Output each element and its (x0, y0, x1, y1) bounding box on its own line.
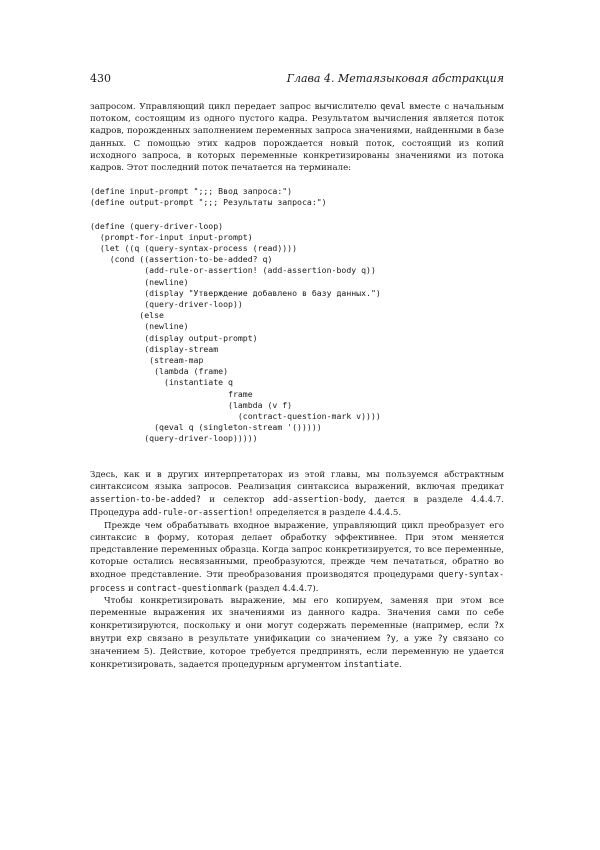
book-page (90, 72, 504, 671)
text-run: внутри (90, 634, 127, 645)
code-line: (query-driver-loop))))) (90, 433, 258, 444)
code-line: (define input-prompt ";;; Ввод запроса:") (90, 186, 293, 197)
text-run: , а уже (395, 634, 438, 645)
code-line: (add-rule-or-assertion! (add-assertion-body q)) (90, 265, 376, 276)
text-run: (раздел 4.4.4.7). (242, 583, 319, 594)
text-run: Чтобы конкретизировать выражение, мы его копируем, заменяя при этом все переменные выражения их значениями из данного кадра. Значения сами по себе конкретизируются, поскольку и они могут содержать переменные (например, если (90, 595, 504, 632)
code-token: add-assertion-body (272, 494, 364, 505)
code-token: qeval (380, 101, 406, 111)
text-run: определяется в разделе 4.4.4.5. (253, 508, 402, 519)
code-line: (newline) (90, 276, 189, 287)
intro-paragraph (90, 100, 504, 174)
running-header (90, 72, 504, 86)
code-line: (query-driver-loop)) (90, 299, 243, 310)
code-token: ?x (493, 620, 504, 631)
code-token: assertion-to-be-added? (90, 494, 201, 505)
paragraph-abstract-syntax (90, 469, 504, 520)
code-line: (cond ((assertion-to-be-added? q) (90, 254, 273, 265)
code-line: (display "Утверждение добавлено в базу данных.") (90, 287, 381, 298)
code-line: (define output-prompt ";;; Результаты запроса:") (90, 197, 327, 208)
code-line: (newline) (90, 321, 189, 332)
text-run: , дается в разделе 4.4.4.7. Процедура (90, 495, 504, 519)
code-line: (contract-question-mark v)))) (90, 411, 381, 422)
code-line: (prompt-for-input input-prompt) (90, 231, 253, 242)
chapter-title: Глава 4. Метаязыковая абстракция (286, 72, 504, 85)
code-line: (stream-map (90, 355, 204, 366)
code-token: add-rule-or-assertion! (142, 507, 254, 518)
code-block-driver-loop (90, 221, 504, 445)
code-token: instantiate (343, 658, 400, 669)
paragraph-instantiate (90, 595, 504, 671)
text-run: связано в результате унификации со значением (142, 634, 386, 645)
code-line: frame (90, 388, 253, 399)
code-block-prompts (90, 186, 504, 208)
code-line: (define (query-driver-loop) (90, 220, 224, 231)
code-line: (else (90, 310, 164, 321)
code-line: (let ((q (query-syntax-process (read)))) (90, 243, 298, 254)
text-run: Здесь, как и в других интерпретаторах из этой главы, мы пользуемся абстрактным синтаксисом языка запросов. Реализация синтаксиса выражений, включая предикат (90, 469, 504, 492)
text-run: . (399, 659, 402, 670)
page-number: 430 (90, 72, 111, 85)
text-run: и селектор (200, 495, 273, 506)
text-run: вместе с начальным потоком, состоящим из одного пустого кадра. Результатом вычисления является поток кадров, порожденных заполнением переменных запроса значениями, найденными в базе данных. С помощью этих кадров порождается новый поток, состоящий из копий исходного запроса, в которых переменные конкретизированы значениями из потока кадров. Этот последний поток печатается на терминале: (90, 102, 504, 174)
text-run: Прежде чем обрабатывать входное выражение, управляющий цикл преобразует его синтаксис в форму, которая делает обработку эффективнее. При этом меняется представление переменных образца. Когда запрос конкретизируется, то все переменные, которые остались несвязанными, преобразуются, прежде чем печататься, обратно во входное представление. Эти преобразования производятся процедурами (90, 520, 504, 581)
code-token: query-syntax-process (90, 569, 504, 593)
text-run: запросом. Управляющий цикл передает запрос вычислителю (90, 102, 381, 112)
code-line: (qeval q (singleton-stream '())))) (90, 422, 322, 433)
paragraph-syntax-transform (90, 520, 504, 595)
code-line: (lambda (frame) (90, 366, 229, 377)
code-line: (instantiate q (90, 377, 233, 388)
code-token: contract-questionmark (136, 582, 243, 593)
code-line: (display-stream (90, 343, 219, 354)
code-token: ?y (437, 633, 448, 644)
text-run: и (125, 583, 137, 594)
code-line: (lambda (v f) (90, 399, 293, 410)
code-line: (display output-prompt) (90, 332, 258, 343)
text-run: связано со значением 5). Действие, которое требуется предпринять, если переменную не удается конкретизировать, задается процедурным аргументом (90, 634, 504, 670)
code-token: ?y (385, 633, 396, 644)
code-token: exp (126, 633, 143, 644)
